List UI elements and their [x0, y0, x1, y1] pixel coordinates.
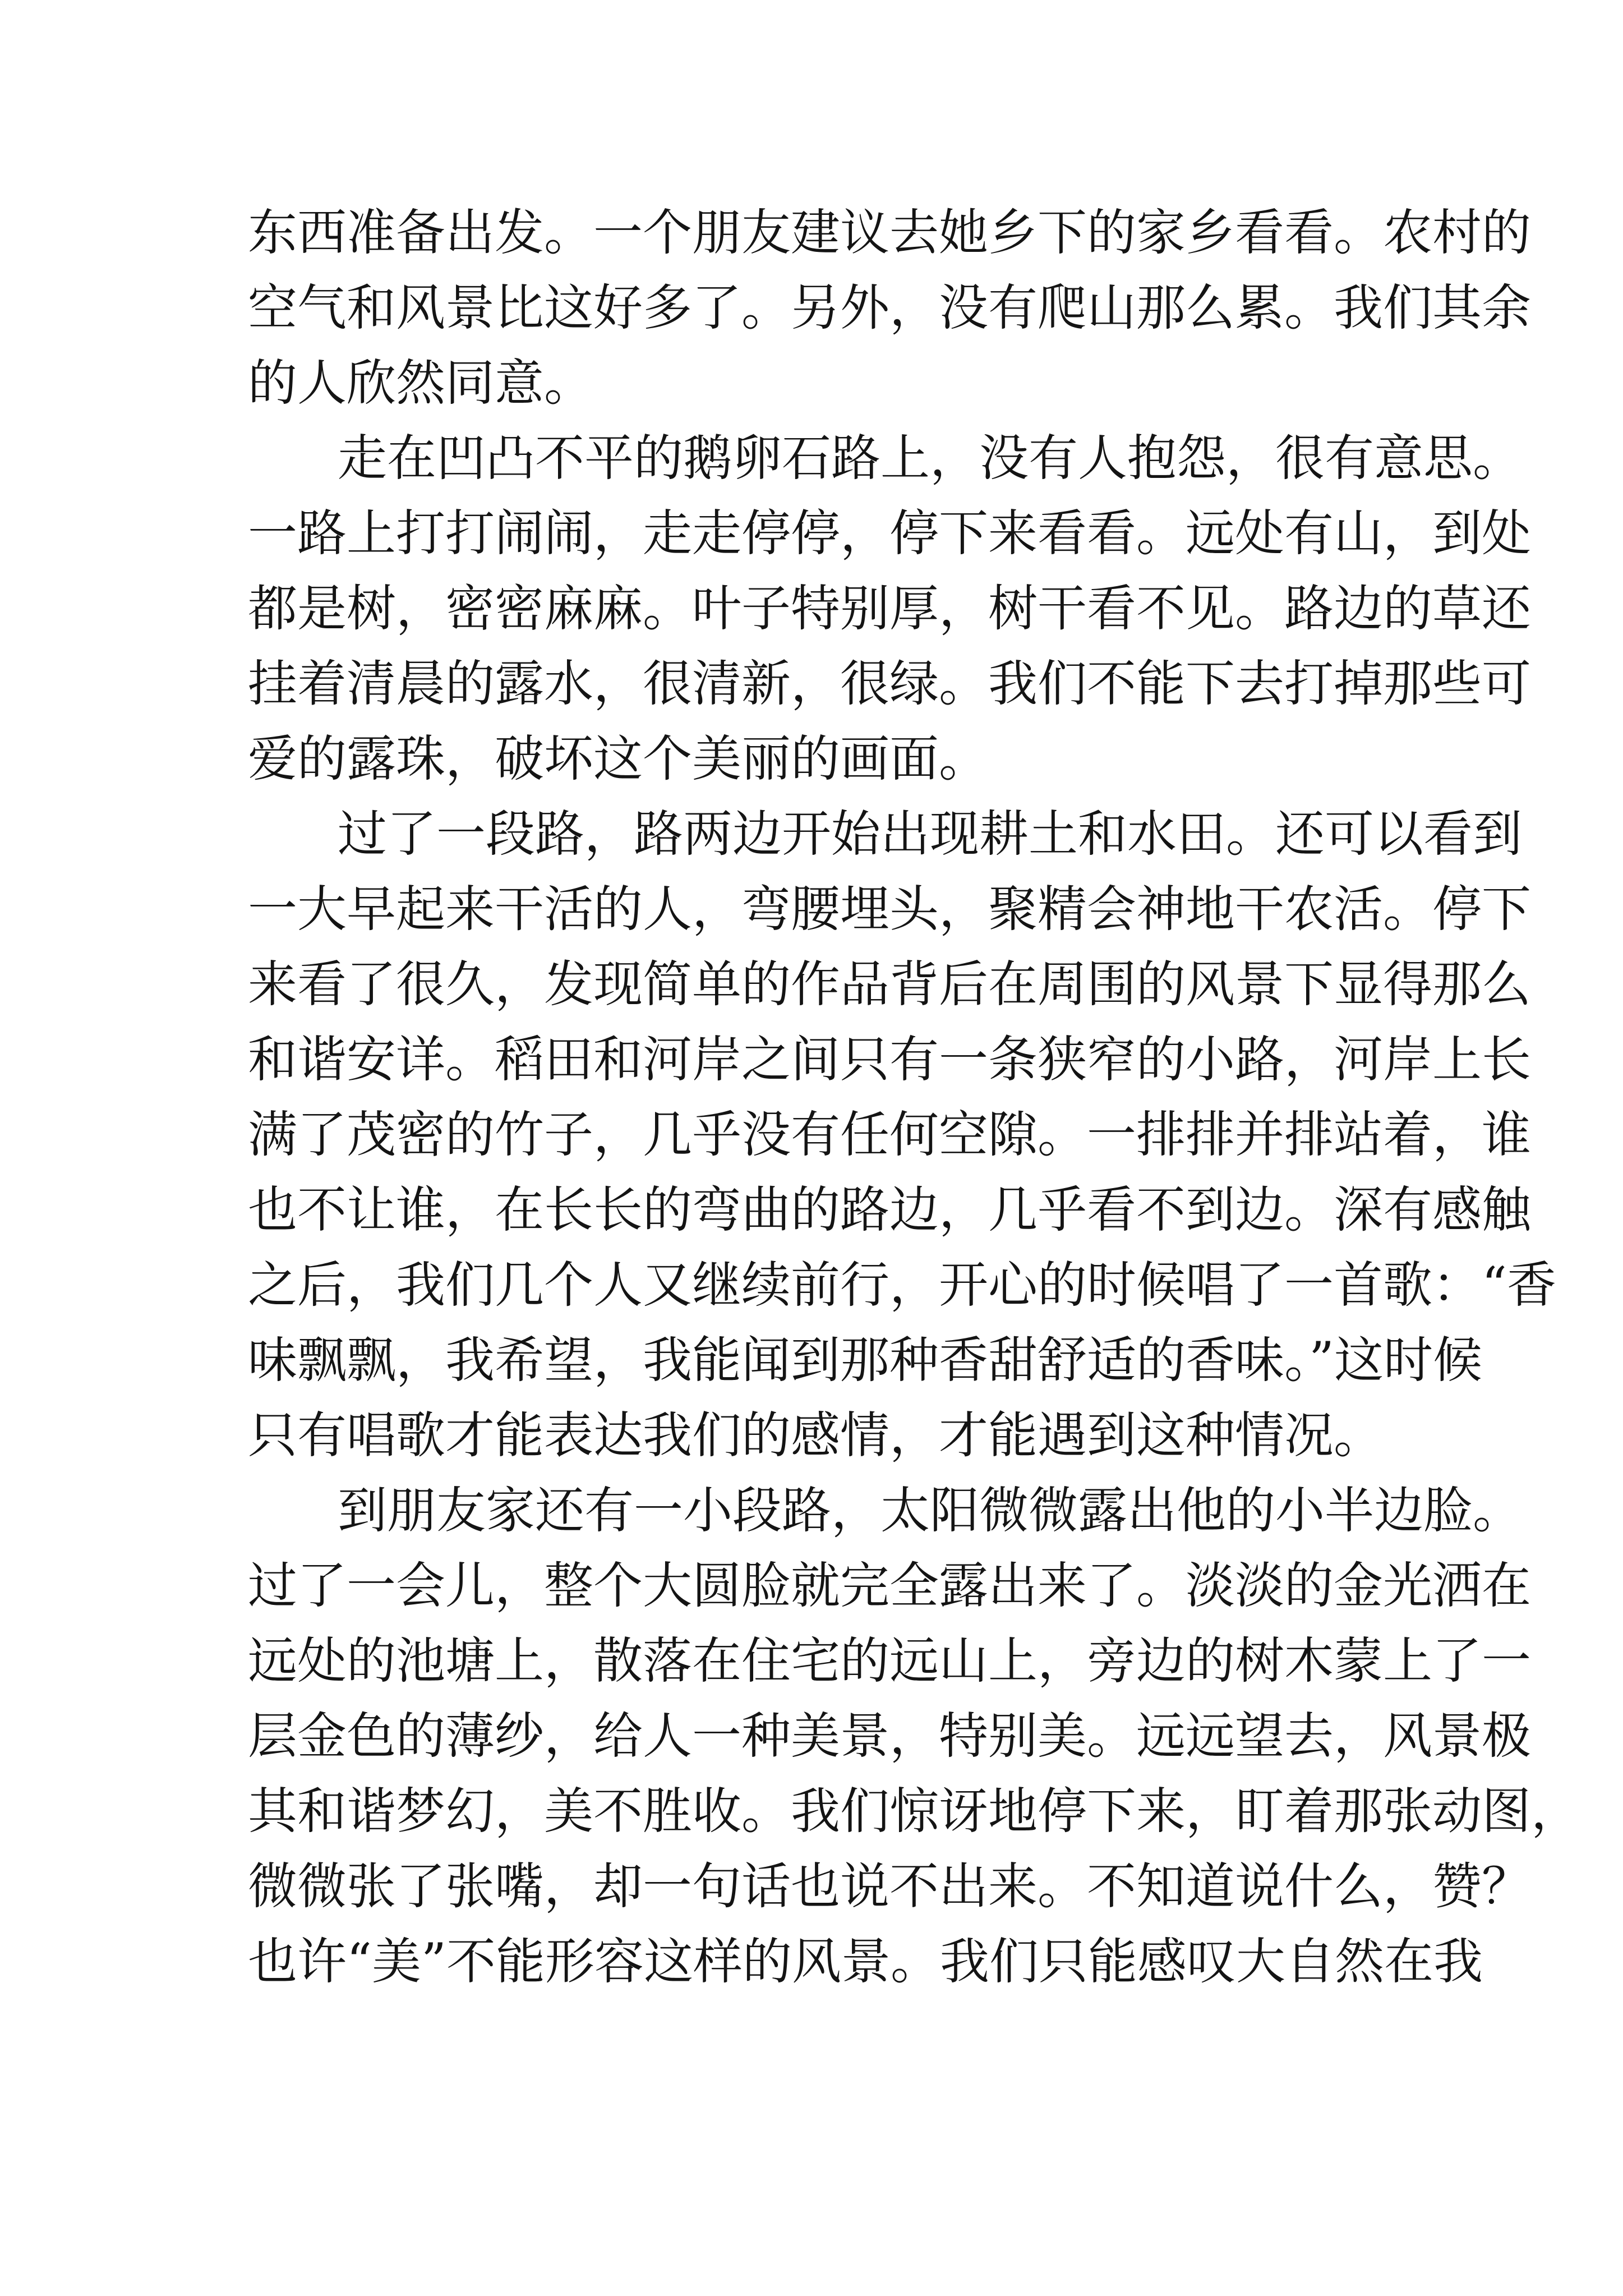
text-line: 满了茂密的竹子，几乎没有任何空隙。一排排并排站着，谁 — [248, 1106, 1532, 1163]
text-line: 也不让谁，在长长的弯曲的路边，几乎看不到边。深有感触 — [248, 1181, 1532, 1239]
text-line-first: 过了一段路，路两边开始出现耕土和水田。还可以看到 — [338, 805, 1523, 863]
text-line: 层金色的薄纱，给人一种美景，特别美。远远望去，风景极 — [248, 1707, 1532, 1765]
text-line: 来看了很久，发现简单的作品背后在周围的风景下显得那么 — [248, 955, 1532, 1013]
text-line: 味飘飘，我希望，我能闻到那种香甜舒适的香味。”这时候 — [248, 1331, 1482, 1389]
paragraph — [248, 195, 1532, 421]
text-line: 挂着清晨的露水，很清新，很绿。我们不能下去打掉那些可 — [248, 655, 1532, 712]
paragraph — [248, 421, 1532, 797]
text-line: 和谐安详。稻田和河岸之间只有一条狭窄的小路，河岸上长 — [248, 1030, 1532, 1088]
text-line: 之后，我们几个人又继续前行，开心的时候唱了一首歌：“香 — [248, 1256, 1556, 1314]
text-line: 东西准备出发。一个朋友建议去她乡下的家乡看看。农村的 — [248, 204, 1532, 261]
text-line-first: 到朋友家还有一小段路，太阳微微露出他的小半边脸。 — [338, 1481, 1523, 1539]
text-line: 远处的池塘上，散落在住宅的远山上，旁边的树木蒙上了一 — [248, 1632, 1532, 1690]
document-body — [248, 195, 1581, 1999]
text-line: 爱的露珠，破坏这个美丽的画面。 — [248, 730, 989, 788]
paragraph — [248, 1473, 1581, 1999]
text-line: 都是树，密密麻麻。叶子特别厚，树干看不见。路边的草还 — [248, 579, 1532, 637]
text-line: 一大早起来干活的人，弯腰埋头，聚精会神地干农活。停下 — [248, 880, 1532, 938]
text-line: 微微张了张嘴，却一句话也说不出来。不知道说什么，赞？ — [248, 1857, 1532, 1915]
text-line-first: 走在凹凸不平的鹅卵石路上，没有人抱怨，很有意思。 — [338, 429, 1523, 487]
text-line: 其和谐梦幻，美不胜收。我们惊讶地停下来，盯着那张动图， — [248, 1782, 1581, 1840]
text-line: 一路上打打闹闹，走走停停，停下来看看。远处有山，到处 — [248, 504, 1532, 562]
text-line: 只有唱歌才能表达我们的感情，才能遇到这种情况。 — [248, 1406, 1384, 1464]
text-line: 也许“美”不能形容这样的风景。我们只能感叹大自然在我 — [248, 1932, 1483, 1990]
text-line: 空气和风景比这好多了。另外，没有爬山那么累。我们其余 — [248, 279, 1532, 337]
paragraph — [248, 797, 1556, 1473]
text-line: 的人欣然同意。 — [248, 354, 594, 412]
text-line: 过了一会儿，整个大圆脸就完全露出来了。淡淡的金光洒在 — [248, 1557, 1532, 1614]
